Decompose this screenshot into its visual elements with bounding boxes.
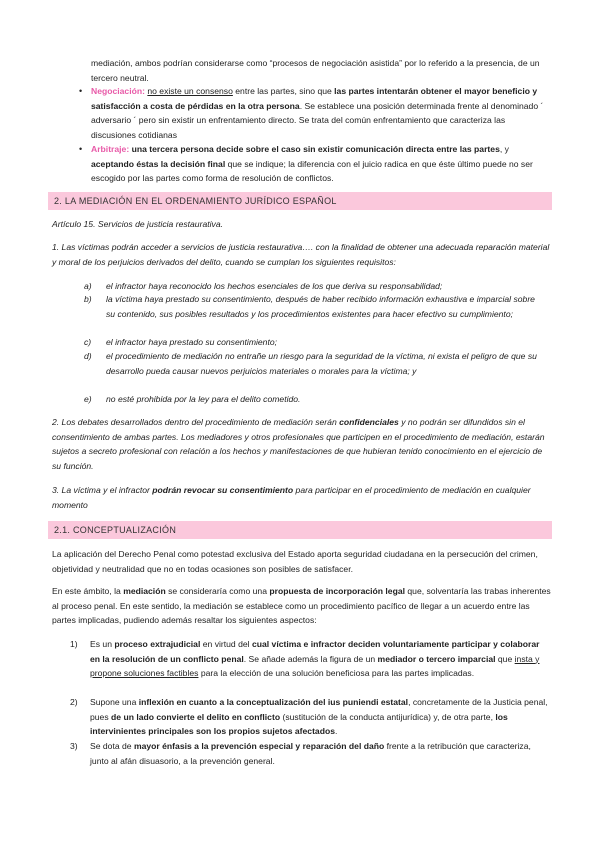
requirement-c — [84, 335, 546, 350]
paragraph-article-3 — [52, 483, 552, 512]
bold-phrase: cual víctima e infractor deciden voluntariamente participar y colaborar en la resolución de un conflicto penal — [90, 639, 540, 664]
bold-phrase: confidenciales — [339, 417, 399, 427]
text-fragment: . Se añade además la figura de un — [243, 653, 378, 664]
bold-phrase: mediador o tercero imparcial — [377, 653, 496, 664]
text-fragment: . Se establece una posición determinada frente al denominado ´ adversario ´ pero sin existir un enfrentamiento directo. Se trata del común enfrentamiento que caracteriza las discusiones cotidianas — [91, 100, 544, 140]
bold-phrase: de un lado convierte el delito en conflicto — [111, 711, 281, 722]
section-heading-mediacion-ordenamiento — [48, 192, 552, 210]
paragraph-article-2 — [52, 415, 552, 473]
text-fragment: que — [495, 653, 515, 664]
text-fragment: frente a la retribución que caracteriza, junto al afán disuasorio, a la prevención general. — [90, 741, 531, 766]
bold-phrase: los intervinientes principales son los propios sujetos afectados — [90, 711, 508, 736]
text-fragment: se consideraría como una — [165, 586, 270, 596]
requirement-text: no esté prohibida por la ley para el delito cometido. — [106, 394, 301, 404]
bold-phrase: mayor énfasis a la prevención especial y reparación del daño — [133, 741, 385, 751]
bold-phrase: una tercera persona decide sobre el caso sin existir comunicación directa entre las partes — [131, 144, 500, 154]
requirement-text: el procedimiento de mediación no entrañe un riesgo para la seguridad de la víctima, ni exista el peligro de que su desarrollo pueda causar nuevos perjuicios materiales o morales para la víctima; y — [106, 351, 537, 376]
list-label: 3) — [70, 741, 78, 751]
bullet-dot-icon: • — [79, 144, 83, 154]
text-fragment: . — [335, 726, 338, 736]
text-fragment: Es un — [90, 639, 115, 649]
underlined-phrase: insta y propone soluciones factibles — [90, 653, 540, 678]
text-fragment: 2. Los debates desarrollados dentro del procedimiento de mediación serán — [52, 417, 340, 427]
bold-phrase: inflexión en cuanto a la conceptualización del ius puniendi estatal — [138, 697, 409, 707]
bold-phrase: aceptando éstas la decisión final — [91, 158, 226, 169]
article-title: Artículo 15. Servicios de justicia restaurativa. — [52, 219, 223, 229]
requirement-d — [84, 349, 546, 378]
text-fragment: entre las partes, sino que — [232, 86, 335, 96]
text-fragment: En este ámbito, la — [52, 586, 124, 596]
text-fragment: , y — [499, 144, 509, 154]
heading-text: 2.1. CONCEPTUALIZACIÓN — [54, 525, 177, 535]
text-fragment: que se indique; la diferencia con el juicio radica en que éste último puede no ser escogido por las partes como forma de resolución de conflictos. — [91, 158, 533, 183]
intro-continuation: mediación, ambos podrían considerarse como “procesos de negociación asistida” por lo referido a la presencia, de un tercero neutral. — [91, 58, 540, 83]
bold-phrase: proceso extrajudicial — [114, 639, 201, 649]
bold-phrase: las partes intentarán obtener el mayor beneficio y satisfacción a costa de pérdidas en la otra persona — [91, 86, 538, 111]
text-fragment: y no podrán ser difundidos sin el consentimiento de ambas partes. Los mediadores y otros profesionales que participen en el procedimiento de mediación, estarán sujetos a secreto profesional con relación a los hechos y manifestaciones de que hubieran tenido conocimiento en el ejercicio de su función. — [52, 417, 545, 471]
bullet-negociacion — [79, 84, 546, 142]
text-fragment: que, solventaría las trabas inherentes al proceso penal. En este sentido, la mediación se establece como un procedimiento pacífico de llegar a un acuerdo entre las partes implicadas, pudiendo además resaltar los siguientes aspectos: — [52, 586, 551, 625]
term-negociacion: Negociación: — [91, 86, 145, 96]
section-heading-conceptualizacion — [48, 521, 552, 539]
bold-phrase: mediación — [123, 586, 166, 596]
bold-phrase: propuesta de incorporación legal — [269, 586, 405, 596]
requirement-text: el infractor haya reconocido los hechos esenciales de los que deriva su responsabilidad; — [106, 281, 443, 291]
heading-text: 2. LA MEDIACIÓN EN EL ORDENAMIENTO JURÍDICO ESPAÑOL — [54, 196, 337, 206]
bold-phrase: podrán revocar su consentimiento — [152, 485, 294, 495]
requirement-e — [84, 392, 546, 407]
list-label: e) — [84, 394, 92, 404]
text-fragment: Se dota de — [90, 741, 134, 751]
list-label: 1) — [70, 639, 78, 649]
text-fragment: (sustitución de la conducta antijurídica) y, de otra parte, — [280, 711, 496, 722]
text-fragment: para la elección de una solución beneficiosa para las partes implicadas. — [198, 668, 475, 678]
list-label: d) — [84, 351, 92, 361]
aspect-item-2 — [70, 695, 550, 739]
underlined-phrase: no existe un consenso — [147, 86, 233, 96]
bullet-arbitraje — [79, 142, 546, 186]
paragraph-article-1: 1. Las víctimas podrán acceder a servicios de justicia restaurativa…. con la finalidad de obtener una adecuada reparación material y moral de los perjuicios derivados del delito, cuando se cumplan los siguientes requisitos: — [52, 242, 550, 267]
paragraph-conceptualizacion-2 — [52, 584, 552, 628]
requirement-b — [84, 292, 546, 321]
list-label: a) — [84, 281, 92, 291]
list-label: c) — [84, 337, 92, 347]
requirement-text: el infractor haya prestado su consentimiento; — [106, 337, 278, 347]
requirement-text: la víctima haya prestado su consentimiento, después de haber recibido información exhaustiva e imparcial sobre su contenido, sus posibles resultados y los procedimientos existentes para hacer efectivo su cumplimiento; — [106, 294, 535, 319]
text-fragment: Supone una — [90, 697, 139, 707]
text-fragment: para participar en el procedimiento de mediación en cualquier momento — [52, 485, 531, 510]
aspect-item-3 — [70, 739, 550, 768]
list-label: b) — [84, 294, 92, 304]
list-label: 2) — [70, 697, 78, 707]
aspect-item-1 — [70, 637, 550, 681]
term-arbitraje: Arbitraje: — [91, 144, 130, 154]
text-fragment: 3. La víctima y el infractor — [52, 485, 153, 495]
text-fragment: en virtud del — [200, 639, 252, 649]
bullet-dot-icon: • — [79, 86, 83, 96]
text-fragment: , concretamente de la Justicia penal, pues — [90, 697, 548, 722]
paragraph-conceptualizacion-1: La aplicación del Derecho Penal como potestad exclusiva del Estado aporta seguridad ciudadana en la persecución del crimen, objetividad y neutralidad que no en todas ocasiones son posibles de satisfacer. — [52, 549, 538, 574]
